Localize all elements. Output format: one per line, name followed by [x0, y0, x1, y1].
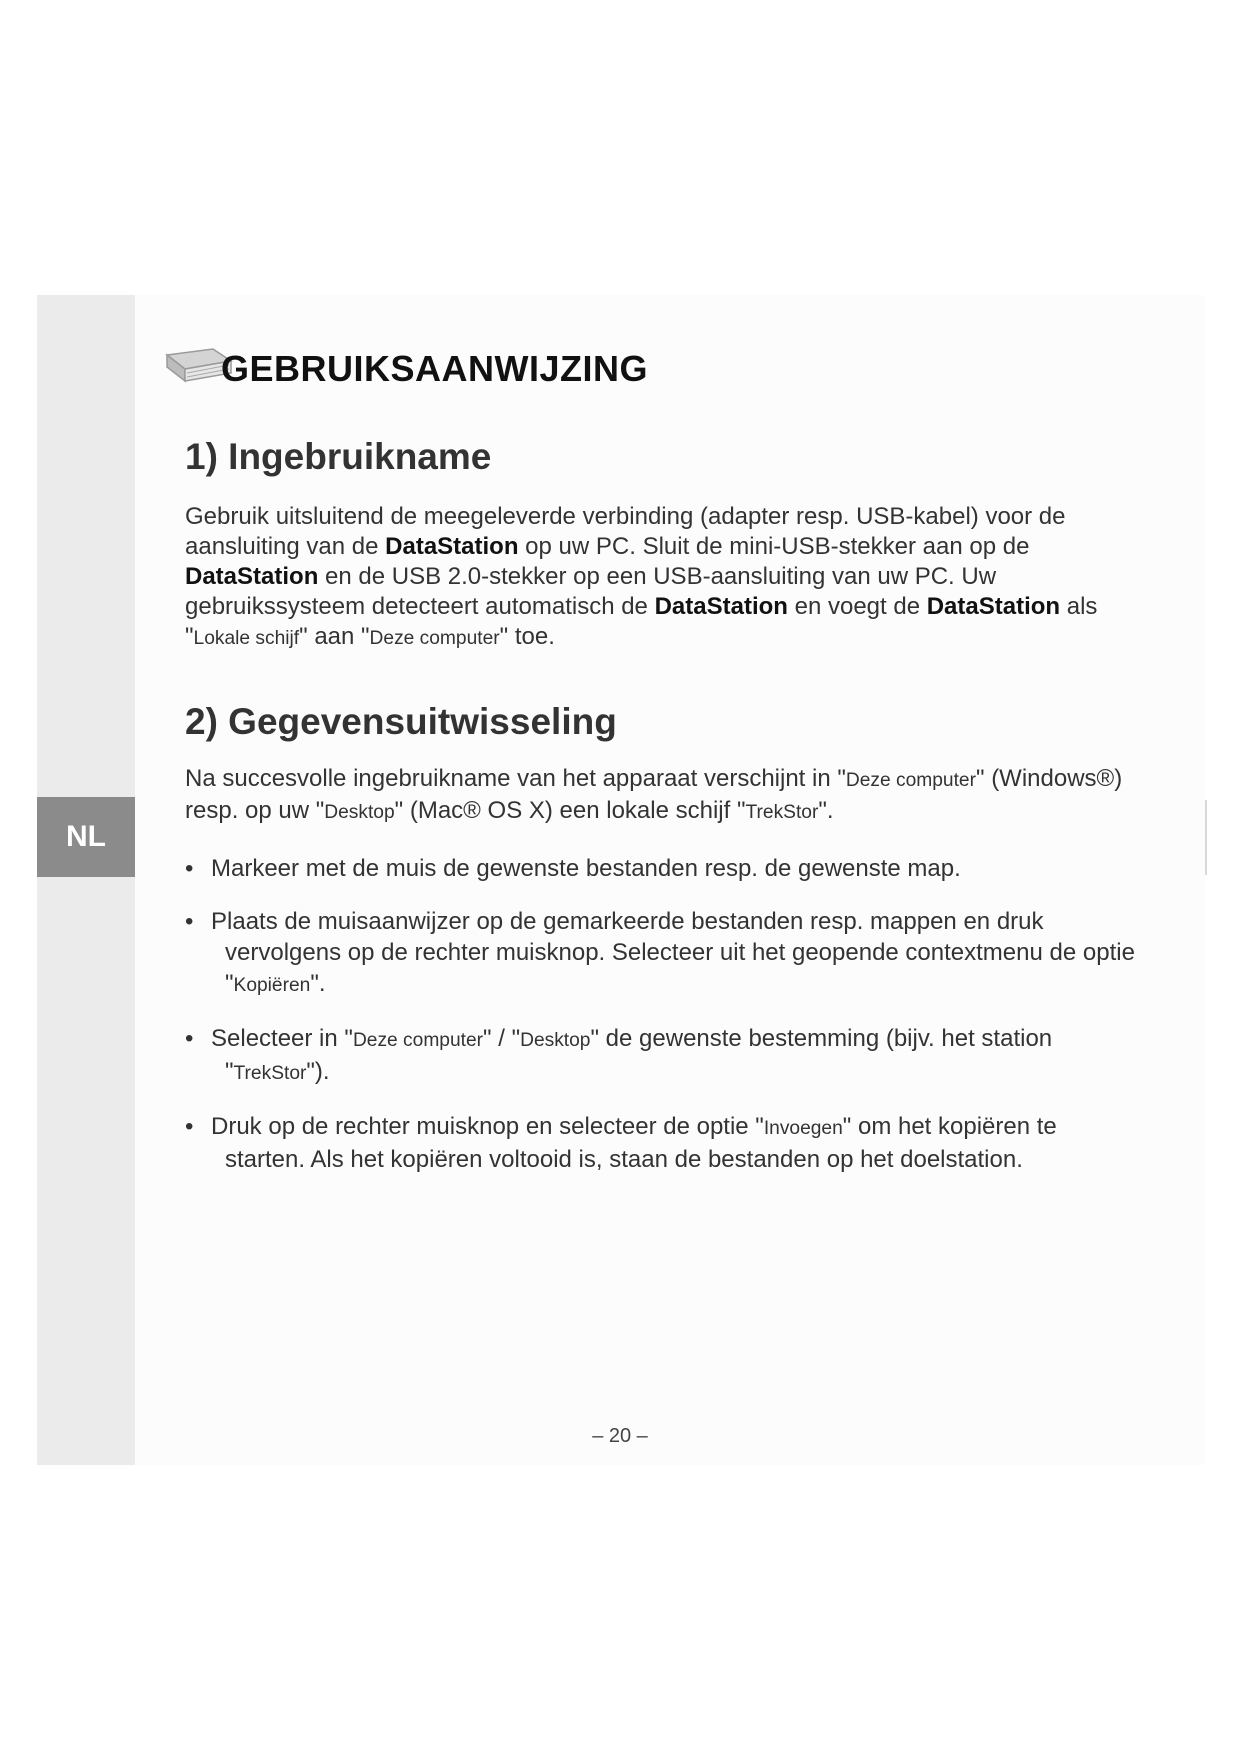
section-2-paragraph: Na succesvolle ingebruikname van het apparaat verschijnt in "Deze computer" (Windows®) resp. op uw "Desktop" (Mac® OS X) een lokale schijf "TrekStor".	[185, 765, 1123, 824]
instruction-list	[185, 853, 1165, 1175]
local-drive-label: Lokale schijf	[193, 628, 300, 649]
product-name: DataStation	[185, 563, 319, 590]
desktop-label: Desktop	[324, 802, 395, 823]
product-name: DataStation	[654, 593, 788, 620]
section-heading-2: 2) Gegevensuitwisseling	[185, 701, 617, 742]
desktop-label: Desktop	[520, 1030, 591, 1051]
section-1-paragraph: Gebruik uitsluitend de meegeleverde verbinding (adapter resp. USB-kabel) voor de aansluiting van de DataStation op uw PC. Sluit de mini-USB-stekker aan op de DataStation en de USB 2.0-stekker op een USB-aansluiting van uw PC. Uw gebruikssysteem detecteert automatisch de DataStation en voegt de DataStation als "Lokale schijf" aan "Deze computer" toe.	[185, 503, 1098, 650]
list-item: • Druk op de rechter muisknop en selecteer de optie "Invoegen" om het kopiëren te starten. Als het kopiëren voltooid is, staan de bestanden op het doelstation.	[185, 1113, 1057, 1173]
product-name: DataStation	[926, 593, 1061, 620]
this-computer-label: Deze computer	[369, 628, 500, 649]
trekstor-label: TrekStor	[233, 1063, 307, 1084]
paste-label: Invoegen	[763, 1118, 843, 1139]
language-tab: NL	[37, 797, 135, 877]
product-name: DataStation	[385, 533, 519, 560]
right-edge-marker	[1205, 800, 1207, 875]
list-item: • Markeer met de muis de gewenste bestanden resp. de gewenste map.	[185, 855, 961, 882]
sidebar-strip	[37, 295, 135, 1465]
trekstor-label: TrekStor	[745, 802, 819, 823]
copy-label: Kopiëren	[233, 975, 311, 996]
list-item: • Plaats de muisaanwijzer op de gemarkeerde bestanden resp. mappen en druk vervolgens op de rechter muisknop. Selecteer uit het geopende contextmenu de optie "Kopiëren".	[185, 908, 1135, 997]
this-computer-label: Deze computer	[352, 1030, 484, 1051]
list-item: • Selecteer in "Deze computer" / "Desktop" de gewenste bestemming (bijv. het station "TrekStor").	[185, 1025, 1053, 1085]
this-computer-label: Deze computer	[845, 770, 976, 791]
page-title: GEBRUIKSAANWIJZING	[221, 348, 649, 389]
section-heading-1: 1) Ingebruikname	[185, 436, 492, 477]
page-number: – 20 –	[592, 1425, 648, 1447]
